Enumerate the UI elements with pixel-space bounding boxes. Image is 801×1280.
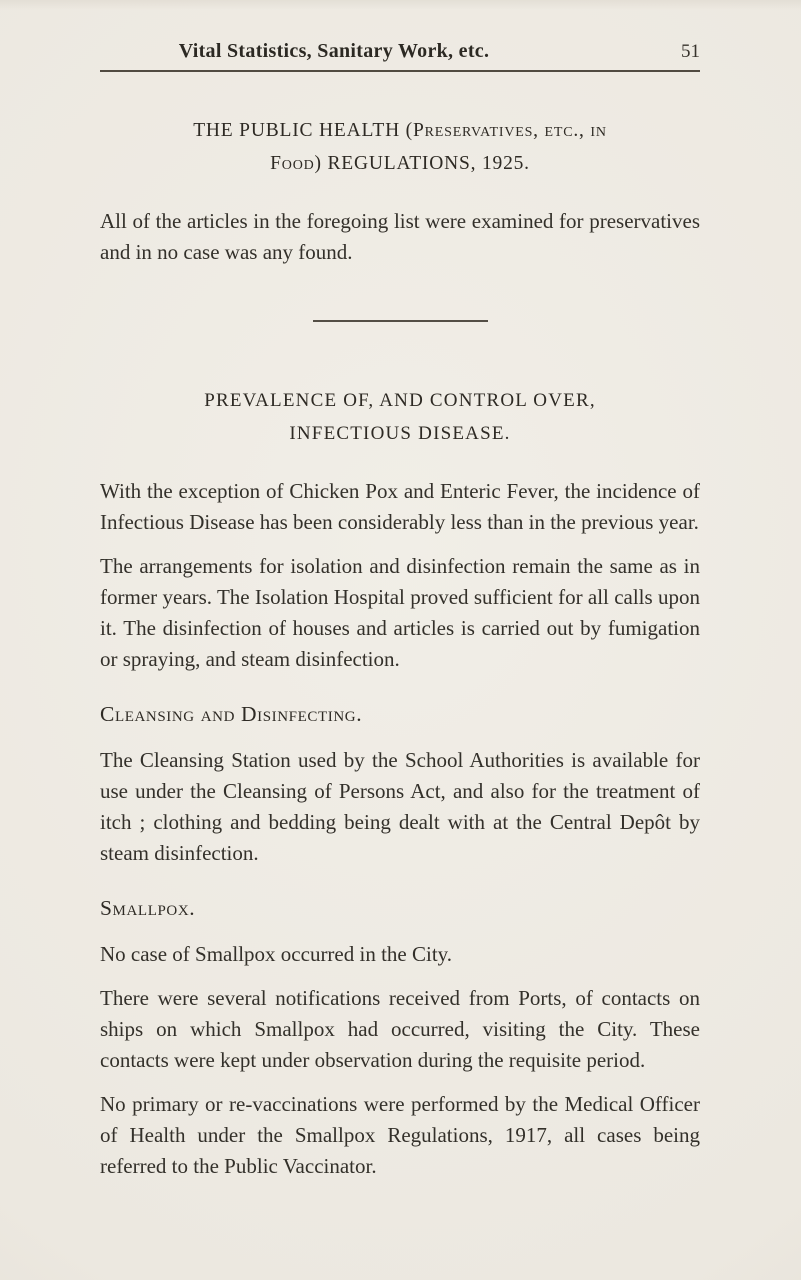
regulations-heading-line-1 — [100, 114, 700, 147]
infectious-paragraph-1: With the exception of Chicken Pox and Enteric Fever, the incidence of Infectious Disease has been considerably less than in the previous year. — [100, 479, 700, 534]
regulations-paragraph: All of the articles in the foregoing list were examined for preservatives and in no case was any found. — [100, 209, 700, 264]
regulations-heading — [100, 114, 700, 180]
heading-caps-fragment: THE PUBLIC HEALTH ( — [193, 120, 413, 141]
smallpox-paragraph-2: There were several notifications received from Ports, of contacts on ships on which Smallpox had occurred, visiting the City. These contacts were kept under observation during the requisite period. — [100, 986, 700, 1072]
infectious-disease-heading — [100, 384, 700, 450]
regulations-heading-line-2 — [100, 147, 700, 180]
cleansing-heading: Cleansing and Disinfecting. — [100, 702, 363, 726]
heading-caps-fragment: ) REGULATIONS, 1925. — [314, 153, 530, 174]
heading-smallcaps-fragment: Food — [270, 153, 315, 174]
cleansing-paragraph-1: The Cleansing Station used by the School Authorities is available for use under the Cleansing of Persons Act, and also for the treatment of itch ; clothing and bedding being dealt with at the Central Depôt by steam disinfection. — [100, 748, 700, 865]
section-divider — [313, 320, 488, 322]
infectious-paragraph-2: The arrangements for isolation and disinfection remain the same as in former years. The Isolation Hospital proved sufficient for all calls upon it. The disinfection of houses and articles is carried out by fumigation or spraying, and steam disinfection. — [100, 554, 700, 671]
smallpox-paragraph-1: No case of Smallpox occurred in the City. — [100, 942, 453, 966]
page-number: 51 — [681, 41, 700, 62]
running-header — [100, 40, 700, 63]
infectious-heading-line-1: PREVALENCE OF, AND CONTROL OVER, — [204, 390, 596, 411]
heading-smallcaps-fragment: Preservatives, etc., in — [412, 120, 607, 141]
infectious-heading-line-2: INFECTIOUS DISEASE. — [289, 423, 511, 444]
smallpox-paragraph-3: No primary or re-vaccinations were performed by the Medical Officer of Health under the Smallpox Regulations, 1917, all cases being referred to the Public Vaccinator. — [100, 1092, 700, 1178]
header-rule — [100, 70, 700, 72]
smallpox-heading: Smallpox. — [100, 896, 196, 920]
running-header-title: Vital Statistics, Sanitary Work, etc. — [178, 40, 490, 62]
